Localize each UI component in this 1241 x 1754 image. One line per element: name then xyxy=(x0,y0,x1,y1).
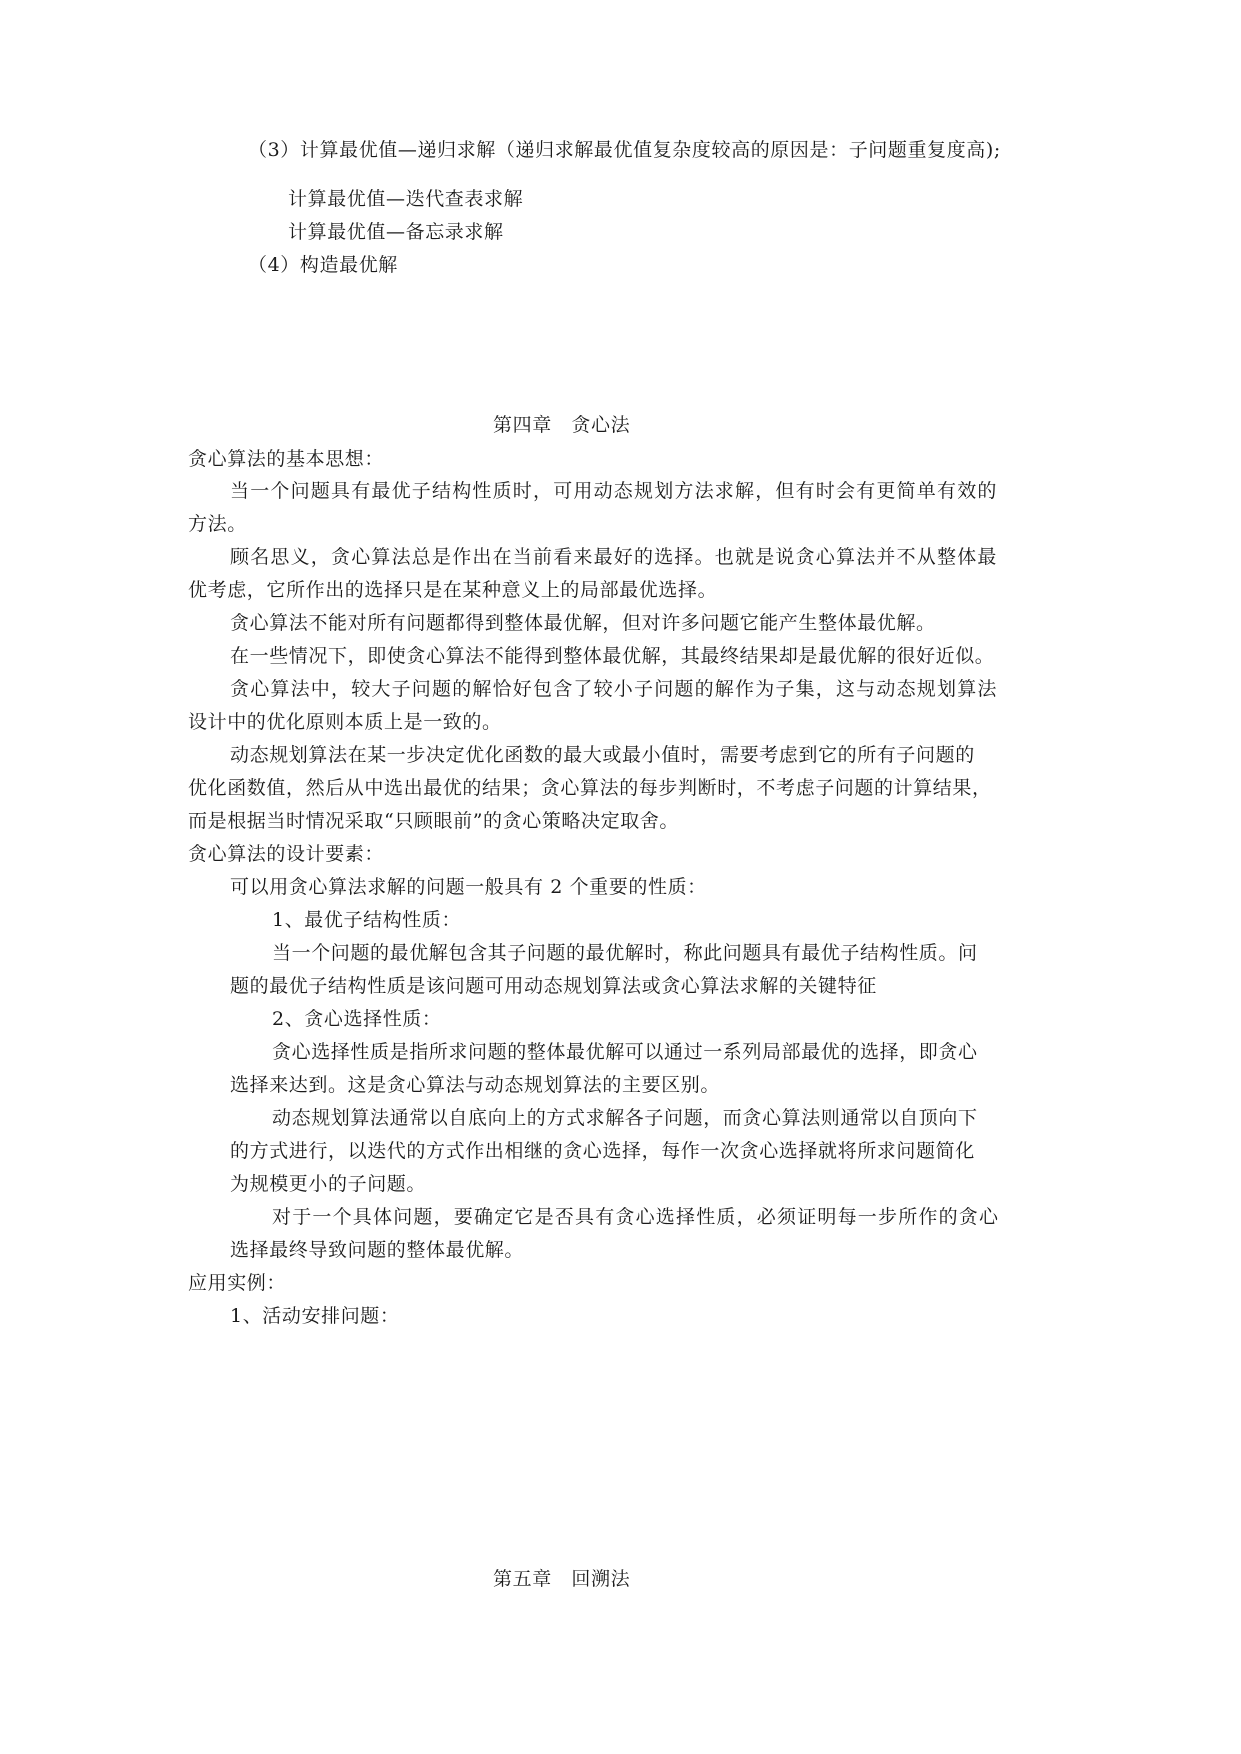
design-para3-line1: 动态规划算法通常以自底向上的方式求解各子问题，而贪心算法则通常以自顶向下 xyxy=(272,1107,978,1129)
p6-line2: 优化函数值，然后从中选出最优的结果；贪心算法的每步判断时，不考虑子问题的计算结果， xyxy=(188,777,992,799)
p1-line1: 当一个问题具有最优子结构性质时，可用动态规划方法求解，但有时会有更简单有效的 xyxy=(230,480,998,502)
p4-line: 在一些情况下，即使贪心算法不能得到整体最优解，其最终结果却是最优解的很好近似。 xyxy=(230,645,995,667)
design-intro: 可以用贪心算法求解的问题一般具有 2 个重要的性质： xyxy=(230,876,707,898)
p5-line1: 贪心算法中，较大子问题的解恰好包含了较小子问题的解作为子集，这与动态规划算法 xyxy=(230,678,998,700)
chapter4-title: 第四章 贪心法 xyxy=(493,414,631,436)
p6-line3: 而是根据当时情况采取“只顾眼前”的贪心策略决定取舍。 xyxy=(188,810,680,832)
property2-line1: 贪心选择性质是指所求问题的整体最优解可以通过一系列局部最优的选择，即贪心 xyxy=(272,1041,978,1063)
step3-line2: 计算最优值—迭代查表求解 xyxy=(288,188,524,210)
basic-idea-heading: 贪心算法的基本思想： xyxy=(188,448,385,470)
p2-line2: 优考虑，它所作出的选择只是在某种意义上的局部最优选择。 xyxy=(188,579,718,601)
example1-title: 1、活动安排问题： xyxy=(230,1305,400,1327)
p2-line1: 顾名思义，贪心算法总是作出在当前看来最好的选择。也就是说贪心算法并不从整体最 xyxy=(230,546,998,568)
property1-line2: 题的最优子结构性质是该问题可用动态规划算法或贪心算法求解的关键特征 xyxy=(230,975,877,997)
design-heading: 贪心算法的设计要素： xyxy=(188,843,385,865)
p1-line2: 方法。 xyxy=(188,513,247,535)
p6-line1: 动态规划算法在某一步决定优化函数的最大或最小值时，需要考虑到它的所有子问题的 xyxy=(230,744,975,766)
step3-line1: （3）计算最优值—递归求解（递归求解最优值复杂度较高的原因是：子问题重复度高); xyxy=(248,139,1001,161)
step3-line3: 计算最优值—备忘录求解 xyxy=(288,221,504,243)
design-para4-line1: 对于一个具体问题，要确定它是否具有贪心选择性质，必须证明每一步所作的贪心 xyxy=(272,1206,1000,1228)
chapter5-title: 第五章 回溯法 xyxy=(493,1568,631,1590)
property2-title: 2、贪心选择性质： xyxy=(272,1008,442,1030)
design-para4-line2: 选择最终导致问题的整体最优解。 xyxy=(230,1239,525,1261)
property1-title: 1、最优子结构性质： xyxy=(272,909,462,931)
property2-line2: 选择来达到。这是贪心算法与动态规划算法的主要区别。 xyxy=(230,1074,721,1096)
property1-line1: 当一个问题的最优解包含其子问题的最优解时，称此问题具有最优子结构性质。问 xyxy=(272,942,978,964)
examples-heading: 应用实例： xyxy=(188,1272,287,1294)
design-para3-line3: 为规模更小的子问题。 xyxy=(230,1173,427,1195)
design-para3-line2: 的方式进行，以迭代的方式作出相继的贪心选择，每作一次贪心选择就将所求问题简化 xyxy=(230,1140,975,1162)
step4-line: （4）构造最优解 xyxy=(248,254,398,276)
p3-line: 贪心算法不能对所有问题都得到整体最优解，但对许多问题它能产生整体最优解。 xyxy=(230,612,936,634)
p5-line2: 设计中的优化原则本质上是一致的。 xyxy=(188,711,502,733)
